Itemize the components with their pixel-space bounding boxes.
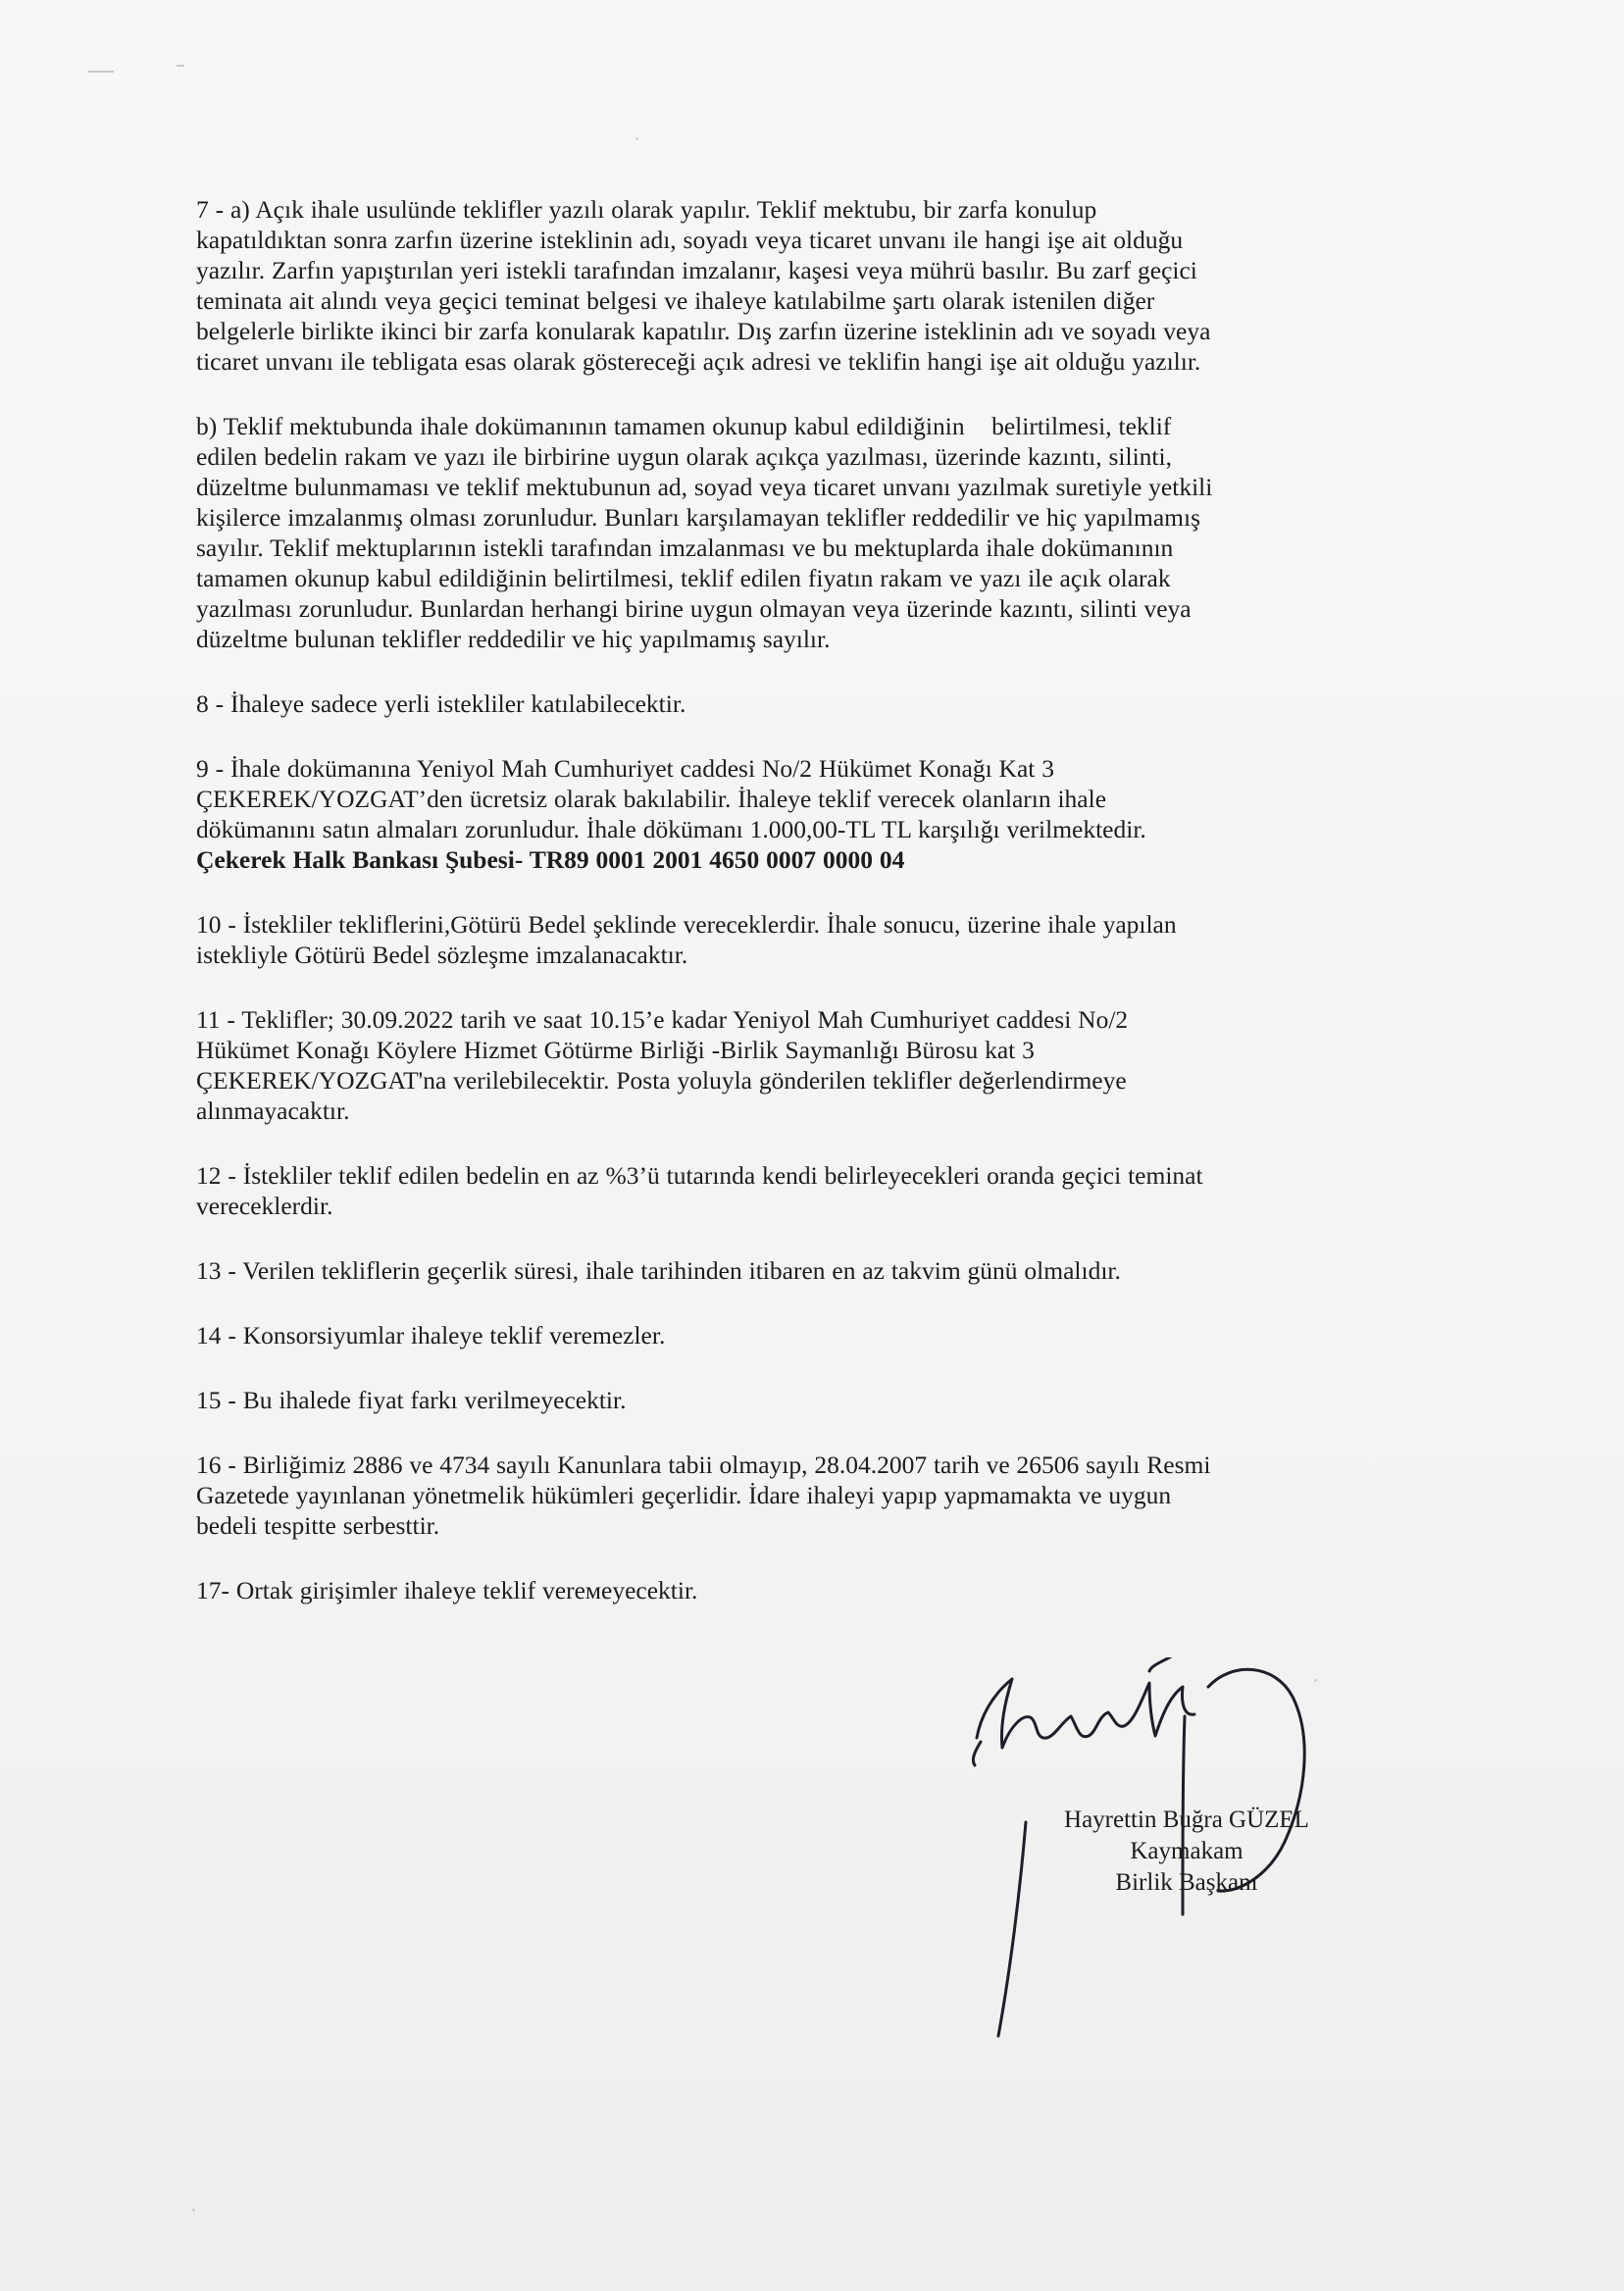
- text-line: 14 - Konsorsiyumlar ihaleye teklif veremezler.: [196, 1321, 666, 1349]
- text-line: 15 - Bu ihalede fiyat farkı verilmeyecektir.: [196, 1386, 627, 1414]
- text-line: kişilerce imzalanmış olması zorunludur. Bunları karşılamayan teklifler reddedilir ve hiç yapılmamış: [196, 503, 1200, 532]
- scan-artifact: [88, 71, 114, 73]
- text-line: düzeltme bulunan teklifler reddedilir ve hiç yapılmamış sayılır.: [196, 625, 831, 653]
- paragraph-17: [196, 1575, 1402, 1605]
- paragraph-13: [196, 1255, 1402, 1286]
- text-line: Gazetede yayınlanan yönetmelik hükümleri geçerlidir. İdare ihaleyi yapıp yapmamakta ve uygun: [196, 1481, 1172, 1509]
- text-line: teminata ait alındı veya geçici teminat belgesi ve ihaleye katılabilme şartı olarak istenilen diğer: [196, 286, 1155, 315]
- paragraph-9: [196, 753, 1402, 875]
- paragraph-8: [196, 688, 1402, 719]
- text-line: 16 - Birliğimiz 2886 ve 4734 sayılı Kanunlara tabii olmayıp, 28.04.2007 tarih ve 26506 sayılı Resmi: [196, 1451, 1211, 1479]
- scan-artifact: [177, 65, 184, 67]
- text-line: alınmayacaktır.: [196, 1096, 350, 1125]
- paragraph-12: [196, 1160, 1402, 1221]
- text-line: 12 - İstekliler teklif edilen bedelin en az %3’ü tutarında kendi belirleyecekleri oranda geçici teminat: [196, 1161, 1203, 1190]
- text-line: belgelerle birlikte ikinci bir zarfa konularak kapatılır. Dış zarfın üzerine isteklinin adı ve soyadı veya: [196, 317, 1211, 345]
- text-line: yazılır. Zarfın yapıştırılan yeri istekli tarafından imzalanır, kaşesi veya mührü basılır. Bu zarf geçici: [196, 256, 1197, 284]
- text-line: edilen bedelin rakam ve yazı ile birbirine uygun olarak açıkça yazılması, üzerinde kazıntı, silinti,: [196, 442, 1172, 471]
- paragraph-10: [196, 909, 1402, 970]
- text-line: 13 - Verilen tekliflerin geçerlik süresi, ihale tarihinden itibaren en az takvim günü olmalıdır.: [196, 1256, 1121, 1285]
- signatory-title: Kaymakam: [1130, 1838, 1243, 1864]
- paragraph-7b: [196, 411, 1402, 654]
- signatory-name: Hayrettin Buğra GÜZEL: [1064, 1807, 1309, 1833]
- text-line: bedeli tespitte serbesttir.: [196, 1511, 440, 1540]
- text-line: ticaret unvanı ile tebligata esas olarak göstereceği açık adresi ve teklifin hangi işe ait olduğu yazılır.: [196, 347, 1201, 376]
- signature-block: [941, 1657, 1393, 2069]
- text-line: 11 - Teklifler; 30.09.2022 tarih ve saat 10.15’e kadar Yeniyol Mah Cumhuriyet caddesi No/2: [196, 1005, 1129, 1034]
- text-line: dökümanını satın almaları zorunludur. İhale dökümanı 1.000,00-TL TL karşılığı verilmektedir.: [196, 815, 1146, 843]
- text-line: 8 - İhaleye sadece yerli istekliler katılabilecektir.: [196, 689, 686, 718]
- bank-account-line: Çekerek Halk Bankası Şubesi- TR89 0001 2001 4650 0007 0000 04: [196, 845, 905, 874]
- text-line: tamamen okunup kabul edildiğinin belirtilmesi, teklif edilen fiyatın rakam ve yazı ile açık olarak: [196, 564, 1171, 592]
- scan-speck: [192, 2209, 195, 2212]
- text-line: 9 - İhale dokümanına Yeniyol Mah Cumhuriyet caddesi No/2 Hükümet Konağı Kat 3: [196, 754, 1054, 783]
- paragraph-15: [196, 1385, 1402, 1415]
- paragraph-14: [196, 1320, 1402, 1350]
- scan-speck: [635, 137, 638, 140]
- paragraph-11: [196, 1004, 1402, 1126]
- text-line: istekliyle Götürü Bedel sözleşme imzalanacaktır.: [196, 941, 688, 969]
- text-line: yazılması zorunludur. Bunlardan herhangi birine uygun olmayan veya üzerinde kazıntı, silinti veya: [196, 594, 1192, 623]
- text-line: b) Teklif mektubunda ihale dokümanının tamamen okunup kabul edildiğinin belirtilmesi, teklif: [196, 412, 1172, 440]
- document-body: [196, 194, 1402, 1640]
- text-line: Hükümet Konağı Köylere Hizmet Götürme Birliği -Birlik Saymanlığı Bürosu kat 3: [196, 1036, 1035, 1064]
- text-line: 10 - İstekliler tekliflerini,Götürü Bedel şeklinde vereceklerdir. İhale sonucu, üzerine ihale yapılan: [196, 910, 1177, 939]
- text-line: kapatıldıktan sonra zarfın üzerine isteklinin adı, soyadı veya ticaret unvanı ile hangi işe ait olduğu: [196, 226, 1184, 254]
- text-line: vereceklerdir.: [196, 1192, 333, 1220]
- text-line: 7 - a) Açık ihale usulünde teklifler yazılı olarak yapılır. Teklif mektubu, bir zarfa konulup: [196, 195, 1097, 224]
- paragraph-7a: [196, 194, 1402, 377]
- signatory-role: Birlik Başkanı: [1115, 1869, 1258, 1896]
- text-line: ÇEKEREK/YOZGAT’den ücretsiz olarak bakılabilir. İhaleye teklif verecek olanların ihale: [196, 785, 1107, 813]
- text-line: düzeltme bulunmaması ve teklif mektubunun ad, soyad veya ticaret unvanı yazılmak suretiyle yetkili: [196, 473, 1213, 501]
- text-line: 17- Ortak girişimler ihaleye teklif verемeyecektir.: [196, 1576, 698, 1604]
- text-line: ÇEKEREK/YOZGAT'na verilebilecektir. Posta yoluyla gönderilen teklifler değerlendirmeye: [196, 1066, 1127, 1095]
- paragraph-16: [196, 1450, 1402, 1541]
- text-line: sayılır. Teklif mektuplarının istekli tarafından imzalanması ve bu mektuplarda ihale dokümanının: [196, 534, 1174, 562]
